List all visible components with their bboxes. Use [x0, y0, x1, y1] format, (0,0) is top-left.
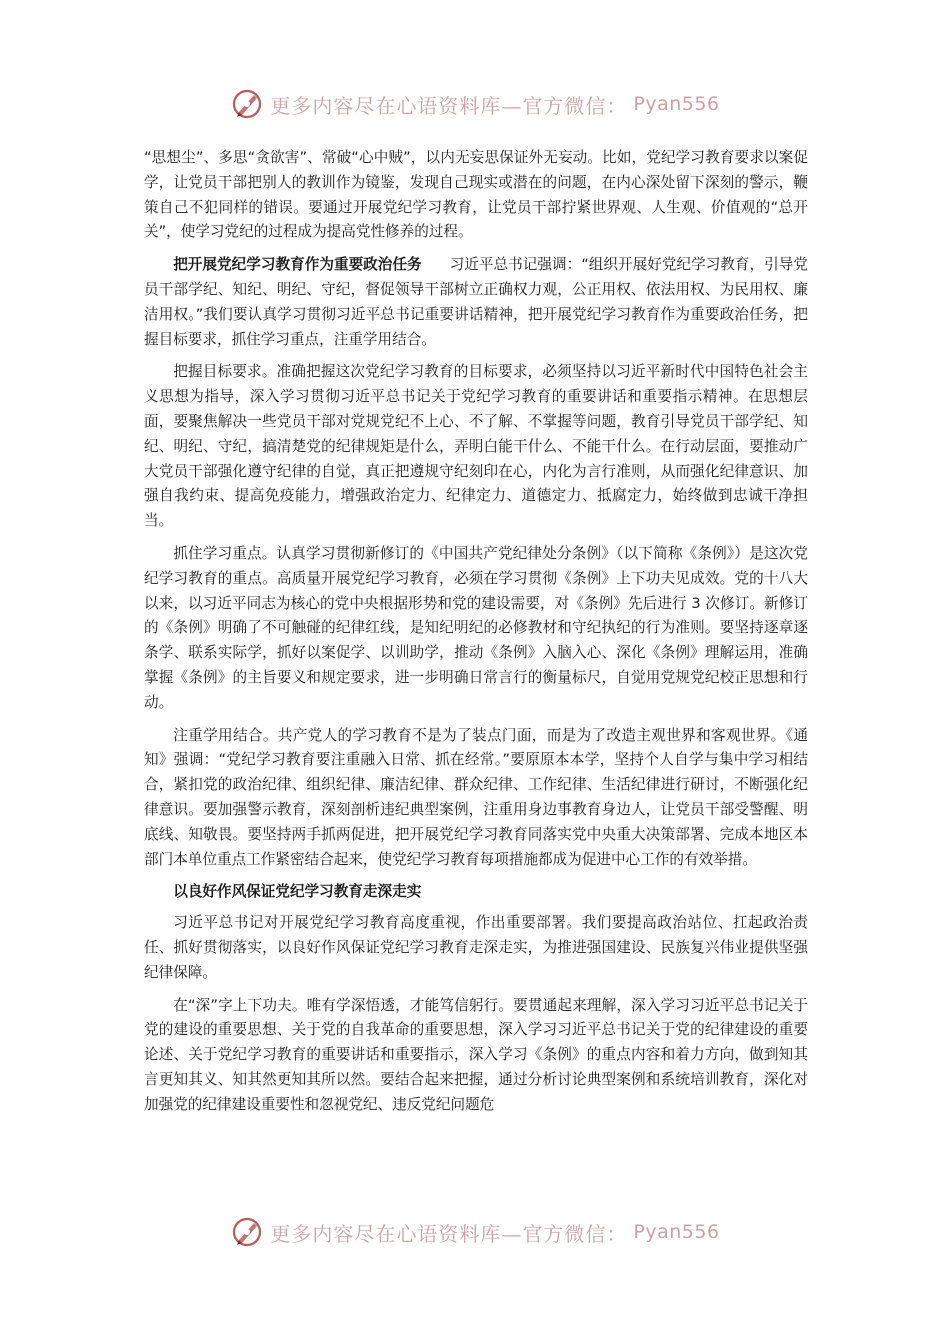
watermark-text: 更多内容尽在心语资料库—官方微信：: [270, 93, 628, 118]
watermark-text: 更多内容尽在心语资料库—官方微信：: [270, 1221, 628, 1246]
pen-logo-icon: [230, 1215, 264, 1249]
watermark-wechat-id: Pyan556: [633, 93, 720, 115]
footer-watermark: [0, 1212, 950, 1252]
paragraph-text: 习近平总书记强调：“组织开展好党纪学习教育，引导党员干部学纪、知纪、明纪、守纪，督促领导干部树立正确权力观，公正用权、依法用权、为民用权、廉洁用权。”我们要认真学习贯彻习近平总书记重要讲话精神，把开展党纪学习教育作为重要政治任务，把握目标要求，抓住学习重点，注重学用结合。: [144, 256, 808, 348]
pen-logo-icon: [230, 87, 264, 121]
paragraph: [144, 724, 808, 873]
paragraph-text: 在“深”字上下功夫。唯有学深悟透，才能笃信躬行。要贯通起来理解，深入学习习近平总书记关于党的建设的重要思想、关于党的自我革命的重要思想，深入学习习近平总书记关于党的纪律建设的重要论述、关于党纪学习教育的重要讲话和重要指示，深入学习《条例》的重点内容和着力方向，做到知其言更知其义、知其然更知其所以然。要结合起来把握，通过分析讨论典型案例和系统培训教育，深化对加强党的纪律建设重要性和忽视党纪、违反党纪问题危: [144, 996, 808, 1113]
paragraph: [144, 994, 808, 1118]
section-heading: 把开展党纪学习教育作为重要政治任务: [173, 256, 422, 274]
paragraph: [144, 542, 808, 716]
paragraph-text: 习近平总书记对开展党纪学习教育高度重视，作出重要部署。我们要提高政治站位、扛起政治责任、抓好贯彻落实，以良好作风保证党纪学习教育走深走实，为推进强国建设、民族复兴伟业提供坚强纪律保障。: [144, 914, 808, 981]
paragraph: [144, 146, 808, 245]
paragraph: [144, 911, 808, 985]
document-body: [144, 146, 808, 1125]
header-watermark: [0, 84, 950, 124]
paragraph: [144, 360, 808, 534]
section-heading-text: 以良好作风保证党纪学习教育走深走实: [173, 883, 422, 901]
paragraph-text: 注重学用结合。共产党人的学习教育不是为了装点门面，而是为了改造主观世界和客观世界。《通知》强调：“党纪学习教育要注重融入日常、抓在经常。”要原原本本学，坚持个人自学与集中学习相结合，紧扣党的政治纪律、组织纪律、廉洁纪律、群众纪律、工作纪律、生活纪律进行研讨，不断强化纪律意识。要加强警示教育，深刻剖析违纪典型案例，注重用身边事教育身边人，让党员干部受警醒、明底线、知敬畏。要坚持两手抓两促进，把开展党纪学习教育同落实党中央重大决策部署、完成本地区本部门本单位重点工作紧密结合起来，使党纪学习教育每项措施都成为促进中心工作的有效举措。: [144, 726, 808, 868]
paragraph-text: 把握目标要求。准确把握这次党纪学习教育的目标要求，必须坚持以习近平新时代中国特色社会主义思想为指导，深入学习贯彻习近平总书记关于党纪学习教育的重要讲话和重要指示精神。在思想层面，要聚焦解决一些党员干部对党规党纪不上心、不了解、不掌握等问题，教育引导党员干部学纪、知纪、明纪、守纪，搞清楚党的纪律规矩是什么，弄明白能干什么、不能干什么。在行动层面，要推动广大党员干部强化遵守纪律的自觉，真正把遵规守纪刻印在心，内化为言行准则，从而强化纪律意识、加强自我约束、提高免疫能力，增强政治定力、纪律定力、道德定力、抵腐定力，始终做到忠诚干净担当。: [144, 363, 808, 530]
section-heading: [144, 880, 808, 905]
watermark-wechat-id: Pyan556: [633, 1221, 720, 1243]
paragraph-text: “思想尘”、多思“贪欲害”、常破“心中贼”，以内无妄思保证外无妄动。比如，党纪学习教育要求以案促学，让党员干部把别人的教训作为镜鉴，发现自己现实或潜在的问题，在内心深处留下深刻的警示，鞭策自己不犯同样的错误。要通过开展党纪学习教育，让党员干部拧紧世界观、人生观、价值观的“总开关”，使学习党纪的过程成为提高党性修养的过程。: [144, 149, 808, 241]
paragraph-text: 抓住学习重点。认真学习贯彻新修订的《中国共产党纪律处分条例》（以下简称《条例》）是这次党纪学习教育的重点。高质量开展党纪学习教育，必须在学习贯彻《条例》上下功夫见成效。党的十八大以来，以习近平同志为核心的党中央根据形势和党的建设需要，对《条例》先后进行 3 次修订。新修订的《条例》明确了不可触碰的纪律红线，是知纪明纪的必修教材和守纪执纪的行为准则。要坚持逐章逐条学、联系实际学，抓好以案促学、以训助学，推动《条例》入脑入心、深化《条例》理解运用，准确掌握《条例》的主旨要义和规定要求，进一步明确日常言行的衡量标尺，自觉用党规党纪校正思想和行动。: [144, 544, 808, 711]
paragraph-with-heading: [144, 253, 808, 352]
